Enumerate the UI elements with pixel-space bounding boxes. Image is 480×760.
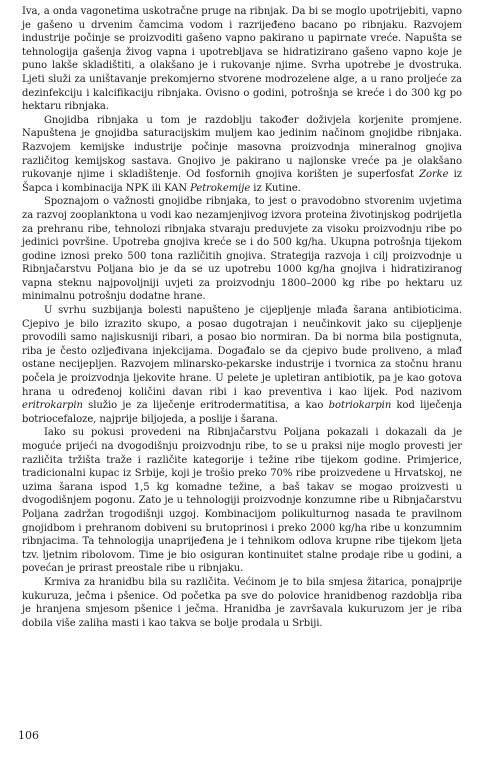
- paragraph: [22, 195, 462, 304]
- paragraph: [22, 426, 462, 576]
- italic-term: eritrokarpin: [22, 400, 83, 412]
- text-run: Iva, a onda vagonetima uskotračne pruge na ribnjak. Da bi se moglo upotrijebiti, vapno je gašeno u drvenim čamcima vodom i razrijeđeno bacano po ribnjaku. Razvojem industrije počinje se proizvoditi gašeno vapno pakirano u papirnate vreće. Napušta se tehnologija gašenja živog vapna i upotrebljava se hidratizirano gašeno vapno koje je puno lakše skladištiti, a olakšano je i rukovanje njime. Svrha upotrebe je dvostruka. Ljeti služi za uništavanje prekomjerno stvorene modrozelene alge, a u rano proljeće za dezinfekciju i kalcifikaciju ribnjaka. Ovisno o godini, potrošnja se kreće i do 300 kg po hektaru ribnjaka.: [22, 6, 462, 113]
- text-run: Krmiva za hranidbu bila su različita. Većinom je to bila smjesa žitarica, ponajprije kukuruza, ječma i pšenice. Od početka pa sve do polovice hranidbenog razdoblja riba je hranjena smjesom pšenice i ječma. Hranidba je završavala kukuruzom jer je riba dobila više zaliha masti i kao takva se bolje prodala u Srbiji.: [22, 576, 462, 629]
- paragraph: [22, 5, 462, 114]
- text-run: iz Kutine.: [250, 182, 301, 194]
- italic-term: botriokarpin: [328, 400, 392, 412]
- text-run: U svrhu suzbijanja bolesti napušteno je cijepljenje mlađa šarana antibioticima. Cjepivo je bilo izrazito skupo, a posao dugotrajan i neučinkovit jako su cijepljenje provodili samo najiskusniji ribari, a posao bio normiran. Da bi norma bila postignuta, riba je često ozljeđivana injekcijama. Događalo se da cjepivo bude proliveno, a mlađ ostane necijepljen. Razvojem mlinarsko-pekarske industrije i tvornica za stočnu hranu počela je proizvodnja ljekovite hrane. U pelete je upletiran antibiotik, pa je kao gotova hrana u određenoj količini davan ribi i kao preventiva i kao lijek. Pod nazivom: [22, 305, 462, 398]
- body-text: [22, 5, 462, 630]
- text-run: iz Šapca i kombinacija NPK ili KAN: [22, 169, 462, 194]
- text-run: kod liječenja botriocefaloze, najprije biljojeda, a poslije i šarana.: [22, 400, 462, 425]
- italic-term: Zorke: [419, 169, 449, 181]
- italic-term: Petrokemije: [190, 182, 251, 194]
- page-number: 106: [18, 729, 39, 742]
- paragraph: [22, 114, 462, 196]
- text-run: Iako su pokusi provedeni na Ribnjačarstvu Poljana pokazali i dokazali da je moguće prijeći na dvogodišnju proizvodnju ribe, to se u praksi nije moglo provesti jer različita tržišta traže i različite kategorije i težine ribe tijekom godine. Primjerice, tradicionalni kupac iz Srbije, koji je trošio preko 70% ribe proizvedene u Hrvatskoj, ne uzima šarana ispod 1,5 kg komadne težine, a baš takav se mogao proizvesti u dvogodišnjem pogonu. Zato je u tehnologiji proizvodnje konzumne ribe u Ribnjačarstvu Poljana zadržan trogodišnji uzgoj. Kombinacijom polikulturnog nasada te pravilnom gnojidbom i prehranom dobiveni su brutoprinosi i preko 2000 kg/ha ribe u konzumnim ribnjacima. Ta tehnologija unaprijeđena je i tehnikom odlova krupne ribe tijekom ljeta tzv. ljetnim ribolovom. Time je bio osiguran kontinuitet stalne prodaje ribe u godini, a povećan je prirast preostale ribe u ribnjaku.: [22, 427, 462, 575]
- text-run: služio je za liječenje eritrodermatitisa, a kao: [82, 400, 329, 412]
- text-run: Gnojidba ribnjaka u tom je razdoblju također doživjela korjenite promjene. Napuštena je gnojidba saturacijskim muljem kao jedinim načinom gnojidbe ribnjaka. Razvojem kemijske industrije počinje masovna proizvodnja mineralnog gnojiva različitog kemijskog sastava. Gnojivo je pakirano u najlonske vreće pa je olakšano rukovanje njime i skladištenje. Od fosfornih gnojiva korišten je superfosfat: [22, 114, 462, 181]
- paragraph: [22, 304, 462, 426]
- paragraph: [22, 576, 462, 630]
- text-run: Spoznajom o važnosti gnojidbe ribnjaka, to jest o pravodobno stvorenim uvjetima za razvoj zooplanktona u vodi kao nezamjenjivog izvora proteina životinjskog podrijetla za prehranu ribe, tehnolozi ribnjaka stvaraju preduvjete za visoku proizvodnju ribe po jedinici površine. Upotreba gnojiva kreće se i do 500 kg/ha. Ukupna potrošnja tijekom godine iznosi preko 500 tona različitih gnojiva. Strategija razvoja i cilj proizvodnje u Ribnjačarstvu Poljana bio je da se uz upotrebu 1000 kg/ha gnojiva i hidratiziranog vapna steknu najpovoljniji uvjeti za proizvodnju 1800–2000 kg ribe po hektaru uz minimalnu potrošnju dodatne hrane.: [22, 196, 462, 303]
